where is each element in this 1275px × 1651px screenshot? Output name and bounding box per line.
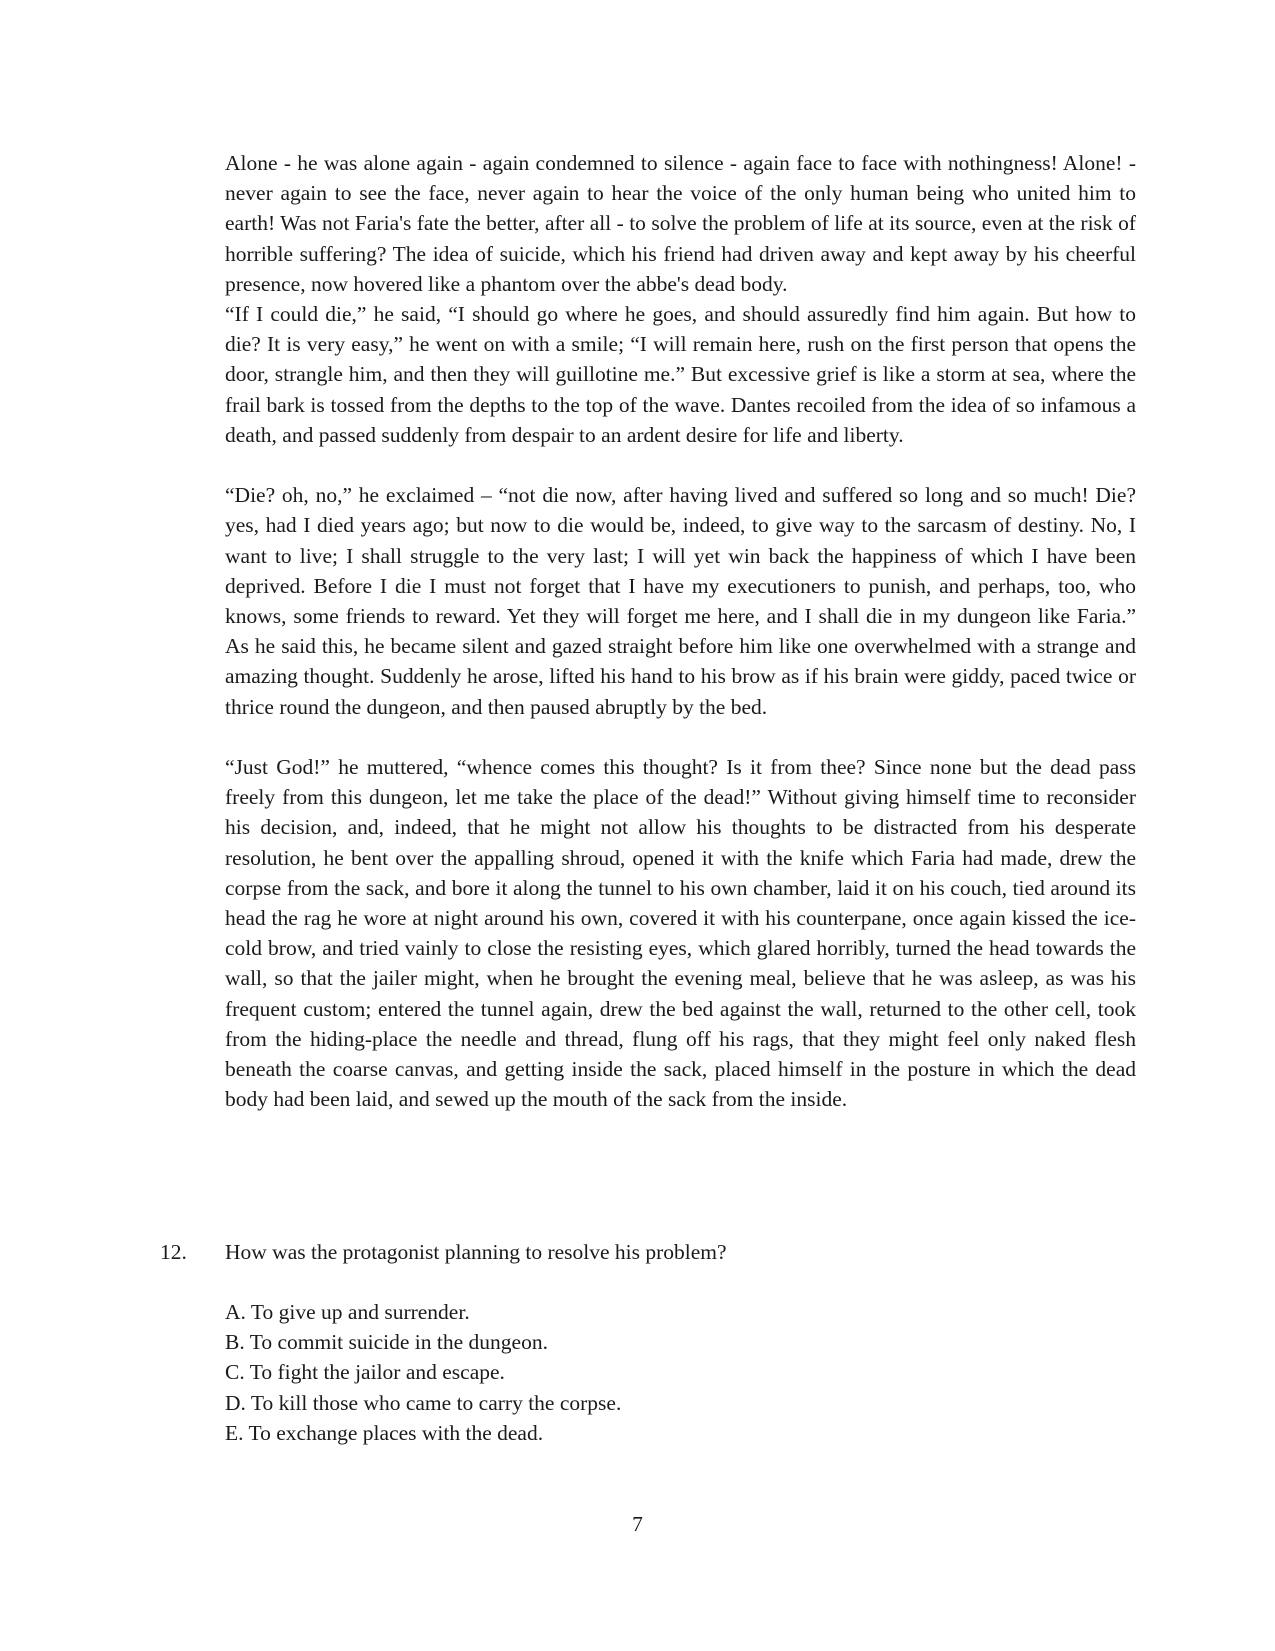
paragraph-spacer (225, 722, 1136, 752)
answer-options (225, 1297, 621, 1448)
reading-passage (225, 148, 1136, 1114)
paragraph-spacer (225, 450, 1136, 480)
question-number: 12. (160, 1240, 187, 1264)
question-text: How was the protagonist planning to resolve his problem? (225, 1240, 727, 1264)
answer-option-a: A. To give up and surrender. (225, 1300, 470, 1324)
answer-option-b: B. To commit suicide in the dungeon. (225, 1330, 548, 1355)
answer-option-d: D. To kill those who came to carry the corpse. (225, 1390, 622, 1415)
page-number: 7 (632, 1512, 643, 1536)
passage-paragraph-2: “If I could die,” he said, “I should go where he goes, and should assuredly find him again. But how to die? It is very easy,” he went on with a smile; “I will remain here, rush on the first person that opens the door, strangle him, and then they will guillotine me.” But excessive grief is like a storm at sea, where the frail bark is tossed from the depths to the top of the wave. Dantes recoiled from the idea of so infamous a death, and passed suddenly from despair to an ardent desire for life and liberty. (225, 302, 1136, 447)
answer-option-c: C. To fight the jailor and escape. (225, 1360, 505, 1385)
passage-paragraph-3: “Die? oh, no,” he exclaimed – “not die now, after having lived and suffered so long and so much! Die? yes, had I died years ago; but now to die would be, indeed, to give way to the sarcasm of destiny. No, I want to live; I shall struggle to the very last; I will yet win back the happiness of which I have been deprived. Before I die I must not forget that I have my executioners to punish, and perhaps, too, who knows, some friends to reward. Yet they will forget me here, and I shall die in my dungeon like Faria.” As he said this, he became silent and gazed straight before him like one overwhelmed with a strange and amazing thought. Suddenly he arose, lifted his hand to his brow as if his brain were giddy, paced twice or thrice round the dungeon, and then paused abruptly by the bed. (225, 483, 1136, 719)
answer-option-e: E. To exchange places with the dead. (225, 1420, 544, 1445)
passage-paragraph-4: “Just God!” he muttered, “whence comes this thought? Is it from thee? Since none but the dead pass freely from this dungeon, let me take the place of the dead!” Without giving himself time to reconsider his decision, and, indeed, that he might not allow his thoughts to be distracted from his desperate resolution, he bent over the appalling shroud, opened it with the knife which Faria had made, drew the corpse from the sack, and bore it along the tunnel to his own chamber, laid it on his couch, tied around its head the rag he wore at night around his own, covered it with his counterpane, once again kissed the ice-cold brow, and tried vainly to close the resisting eyes, which glared horribly, turned the head towards the wall, so that the jailer might, when he brought the evening meal, believe that he was asleep, as was his frequent custom; entered the tunnel again, drew the bed against the wall, returned to the other cell, took from the hiding-place the needle and thread, flung off his rags, that they might feel only naked flesh beneath the coarse canvas, and getting inside the sack, placed himself in the posture in which the dead body had been laid, and sewed up the mouth of the sack from the inside. (225, 755, 1136, 1112)
passage-paragraph-1: Alone - he was alone again - again condemned to silence - again face to face with nothingness! Alone! - never again to see the face, never again to hear the voice of the only human being who united him to earth! Was not Faria's fate the better, after all - to solve the problem of life at its source, even at the risk of horrible suffering? The idea of suicide, which his friend had driven away and kept away by his cheerful presence, now hovered like a phantom over the abbe's dead body. (225, 151, 1136, 296)
